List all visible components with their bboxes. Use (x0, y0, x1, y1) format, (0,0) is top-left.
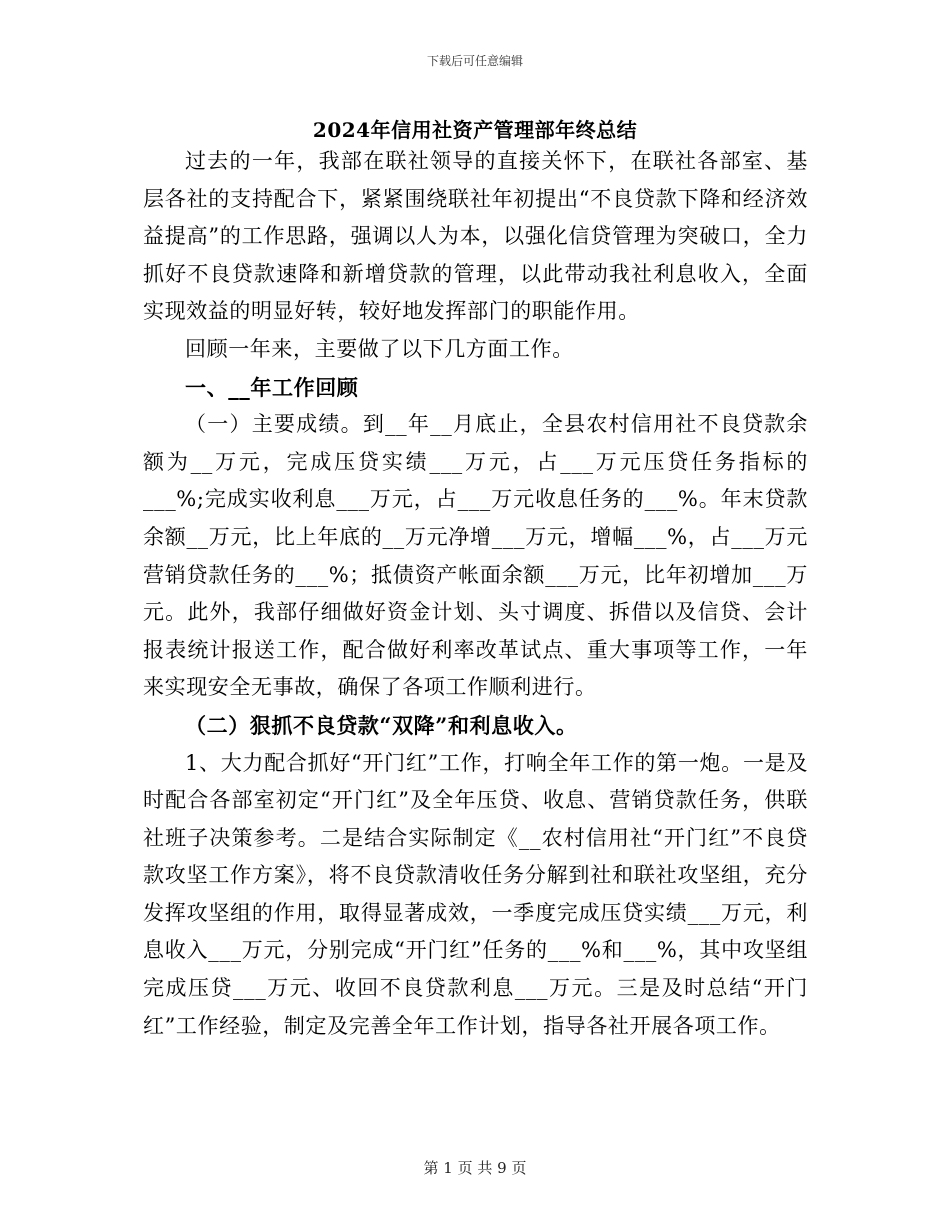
section-heading-review: 一、__年工作回顾 (185, 374, 359, 400)
paragraph-opening-red: 1、大力配合抓好“开门红”工作，打响全年工作的第一炮。一是及时配合各部室初定“开门红”及全年压贷、收息、营销贷款任务，供联社班子决策参考。二是结合实际制定《__农村信用社“开门红”不良贷款攻坚工作方案》，将不良贷款清收任务分解到社和联社攻坚组，充分发挥攻坚组的作用，取得显著成效，一季度完成压贷实绩___万元，利息收入___万元，分别完成“开门红”任务的___%和___%，其中攻坚组完成压贷___万元、收回不良贷款利息___万元。三是及时总结“开门红”工作经验，制定及完善全年工作计划，指导各社开展各项工作。 (143, 750, 808, 1038)
page-number: 第 1 页 共 9 页 (423, 1159, 527, 1177)
document-body (143, 143, 808, 1045)
paragraph-intro: 过去的一年，我部在联社领导的直接关怀下，在联社各部室、基层各社的支持配合下，紧紧围绕联社年初提出“不良贷款下降和经济效益提高”的工作思路，强调以人为本，以强化信贷管理为突破口，全力抓好不良贷款速降和新增贷款的管理，以此带动我社利息收入，全面实现效益的明显好转，较好地发挥部门的职能作用。 (143, 149, 808, 324)
paragraph-main-results: （一）主要成绩。到__年__月底止，全县农村信用社不良贷款余额为__万元，完成压贷实绩___万元，占___万元压贷任务指标的___%;完成实收利息___万元，占___万元收息任务的___%。年末贷款余额__万元，比上年底的__万元净增___万元，增幅___%，占___万元营销贷款任务的___%；抵债资产帐面余额___万元，比年初增加___万元。此外，我部仔细做好资金计划、头寸调度、拆借以及信贷、会计报表统计报送工作，配合做好利率改革试点、重大事项等工作，一年来实现安全无事故，确保了各项工作顺利进行。 (143, 412, 808, 700)
page-header-note: 下载后可任意编辑 (426, 54, 523, 68)
subsection-heading-double-drop: （二）狠抓不良贷款“双降”和利息收入。 (185, 712, 578, 738)
document-title: 2024年信用社资产管理部年终总结 (312, 118, 638, 142)
paragraph-review-lead: 回顾一年来，主要做了以下几方面工作。 (185, 336, 574, 361)
